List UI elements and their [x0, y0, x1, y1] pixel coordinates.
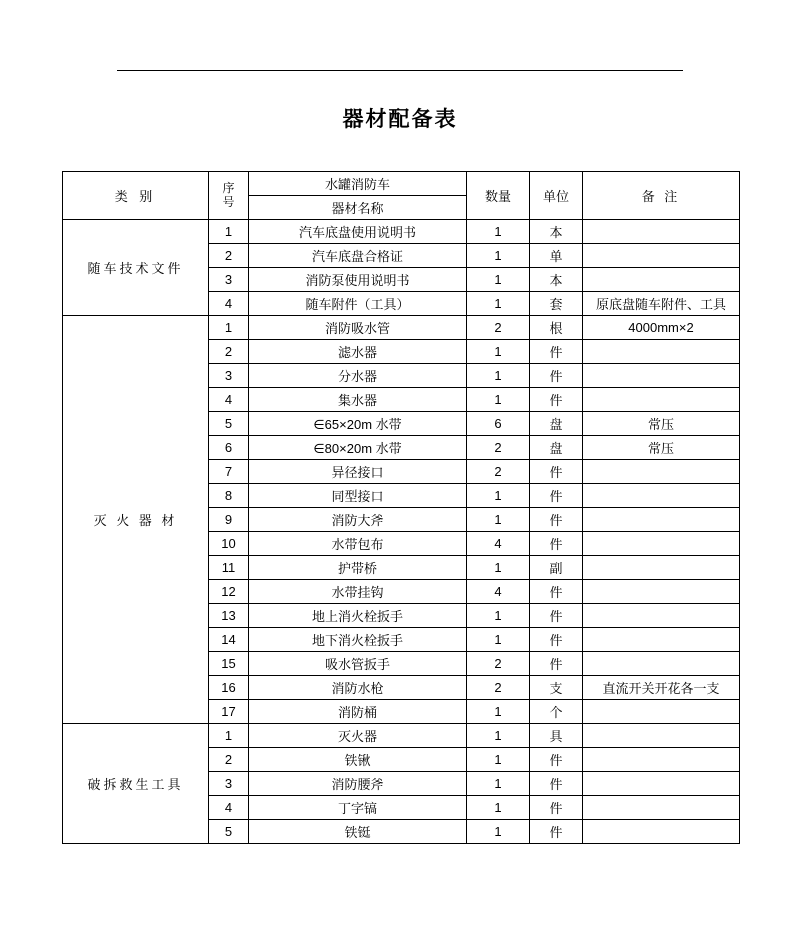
row-serial: 1: [209, 724, 249, 748]
row-item-name: 水带挂钩: [249, 580, 467, 604]
row-unit: 件: [530, 820, 583, 844]
row-item-name: 消防泵使用说明书: [249, 268, 467, 292]
row-unit: 件: [530, 532, 583, 556]
header-item-name: 器材名称: [249, 196, 467, 220]
row-remark: [583, 580, 740, 604]
row-unit: 件: [530, 364, 583, 388]
page-title: 器材配备表: [342, 108, 458, 131]
header-vehicle-type: 水罐消防车: [249, 172, 467, 196]
row-remark: 直流开关开花各一支: [583, 676, 740, 700]
row-item-name: 消防桶: [249, 700, 467, 724]
row-quantity: 1: [467, 292, 530, 316]
row-serial: 15: [209, 652, 249, 676]
row-item-name: 汽车底盘合格证: [249, 244, 467, 268]
row-unit: 个: [530, 700, 583, 724]
row-quantity: 1: [467, 484, 530, 508]
row-serial: 2: [209, 748, 249, 772]
category-cell: 随车技术文件: [63, 220, 209, 316]
row-item-name: 灭火器: [249, 724, 467, 748]
row-unit: 件: [530, 604, 583, 628]
row-quantity: 4: [467, 580, 530, 604]
row-unit: 件: [530, 508, 583, 532]
row-quantity: 1: [467, 700, 530, 724]
row-unit: 件: [530, 460, 583, 484]
row-quantity: 1: [467, 220, 530, 244]
row-item-name: 丁字镐: [249, 796, 467, 820]
row-remark: [583, 340, 740, 364]
row-item-name: 水带包布: [249, 532, 467, 556]
row-unit: 件: [530, 580, 583, 604]
row-serial: 5: [209, 820, 249, 844]
category-cell: 灭 火 器 材: [63, 316, 209, 724]
row-unit: 支: [530, 676, 583, 700]
header-quantity: 数量: [467, 172, 530, 220]
row-quantity: 1: [467, 268, 530, 292]
row-serial: 3: [209, 268, 249, 292]
row-item-name: 地下消火栓扳手: [249, 628, 467, 652]
row-quantity: 1: [467, 556, 530, 580]
row-quantity: 1: [467, 772, 530, 796]
row-quantity: 2: [467, 460, 530, 484]
row-serial: 9: [209, 508, 249, 532]
row-serial: 8: [209, 484, 249, 508]
row-quantity: 2: [467, 436, 530, 460]
row-unit: 件: [530, 772, 583, 796]
row-quantity: 2: [467, 652, 530, 676]
row-quantity: 2: [467, 316, 530, 340]
row-remark: [583, 460, 740, 484]
row-item-name: 吸水管扳手: [249, 652, 467, 676]
row-serial: 4: [209, 292, 249, 316]
row-serial: 13: [209, 604, 249, 628]
equipment-table: [62, 171, 740, 844]
row-remark: [583, 652, 740, 676]
row-serial: 3: [209, 364, 249, 388]
row-item-name: 护带桥: [249, 556, 467, 580]
header-category: 类 别: [63, 172, 209, 220]
header-unit: 单位: [530, 172, 583, 220]
row-serial: 2: [209, 340, 249, 364]
row-serial: 4: [209, 796, 249, 820]
row-item-name: 随车附件（工具）: [249, 292, 467, 316]
row-remark: 常压: [583, 436, 740, 460]
row-unit: 盘: [530, 436, 583, 460]
row-remark: [583, 220, 740, 244]
row-remark: [583, 508, 740, 532]
row-serial: 1: [209, 220, 249, 244]
row-quantity: 1: [467, 796, 530, 820]
row-quantity: 1: [467, 364, 530, 388]
row-serial: 4: [209, 388, 249, 412]
row-unit: 件: [530, 388, 583, 412]
row-quantity: 1: [467, 340, 530, 364]
row-serial: 2: [209, 244, 249, 268]
row-remark: [583, 724, 740, 748]
header-serial-line1: 序: [222, 181, 235, 196]
row-remark: [583, 532, 740, 556]
row-item-name: 地上消火栓扳手: [249, 604, 467, 628]
category-cell: 破拆救生工具: [63, 724, 209, 844]
row-item-name: 消防吸水管: [249, 316, 467, 340]
row-item-name: ∈80×20m 水带: [249, 436, 467, 460]
row-serial: 17: [209, 700, 249, 724]
row-quantity: 1: [467, 820, 530, 844]
row-quantity: 1: [467, 628, 530, 652]
row-item-name: 汽车底盘使用说明书: [249, 220, 467, 244]
row-serial: 10: [209, 532, 249, 556]
row-serial: 11: [209, 556, 249, 580]
row-item-name: 铁铤: [249, 820, 467, 844]
row-unit: 件: [530, 340, 583, 364]
row-serial: 12: [209, 580, 249, 604]
row-item-name: 滤水器: [249, 340, 467, 364]
row-quantity: 1: [467, 388, 530, 412]
row-unit: 套: [530, 292, 583, 316]
row-unit: 具: [530, 724, 583, 748]
row-item-name: ∈65×20m 水带: [249, 412, 467, 436]
row-unit: 根: [530, 316, 583, 340]
row-unit: 件: [530, 628, 583, 652]
row-item-name: 集水器: [249, 388, 467, 412]
row-serial: 1: [209, 316, 249, 340]
row-remark: [583, 796, 740, 820]
row-remark: 原底盘随车附件、工具: [583, 292, 740, 316]
row-serial: 5: [209, 412, 249, 436]
header-rule: [117, 70, 683, 71]
row-unit: 本: [530, 220, 583, 244]
row-remark: [583, 388, 740, 412]
row-serial: 14: [209, 628, 249, 652]
row-quantity: 1: [467, 748, 530, 772]
row-item-name: 消防大斧: [249, 508, 467, 532]
row-serial: 16: [209, 676, 249, 700]
row-remark: [583, 820, 740, 844]
row-remark: 常压: [583, 412, 740, 436]
row-unit: 件: [530, 652, 583, 676]
row-item-name: 铁锹: [249, 748, 467, 772]
table-row: [63, 724, 740, 748]
row-remark: [583, 244, 740, 268]
row-item-name: 分水器: [249, 364, 467, 388]
row-unit: 件: [530, 748, 583, 772]
row-remark: [583, 364, 740, 388]
row-remark: [583, 772, 740, 796]
row-remark: [583, 484, 740, 508]
row-remark: [583, 604, 740, 628]
table-row: [63, 220, 740, 244]
row-remark: [583, 748, 740, 772]
header-remark: 备 注: [583, 172, 740, 220]
row-quantity: 6: [467, 412, 530, 436]
row-quantity: 1: [467, 244, 530, 268]
table-header-row-1: [63, 172, 740, 196]
row-serial: 7: [209, 460, 249, 484]
row-unit: 单: [530, 244, 583, 268]
row-quantity: 2: [467, 676, 530, 700]
row-quantity: 1: [467, 508, 530, 532]
row-item-name: 同型接口: [249, 484, 467, 508]
table-row: [63, 316, 740, 340]
row-unit: 副: [530, 556, 583, 580]
row-item-name: 消防腰斧: [249, 772, 467, 796]
header-serial: [209, 172, 249, 220]
row-quantity: 1: [467, 724, 530, 748]
equipment-table-container: [62, 171, 739, 844]
row-unit: 盘: [530, 412, 583, 436]
header-serial-line2: 号: [222, 194, 235, 209]
row-remark: [583, 628, 740, 652]
row-unit: 件: [530, 796, 583, 820]
row-serial: 3: [209, 772, 249, 796]
row-remark: [583, 268, 740, 292]
row-quantity: 4: [467, 532, 530, 556]
row-item-name: 消防水枪: [249, 676, 467, 700]
row-unit: 本: [530, 268, 583, 292]
row-quantity: 1: [467, 604, 530, 628]
row-remark: 4000mm×2: [583, 316, 740, 340]
row-unit: 件: [530, 484, 583, 508]
row-remark: [583, 700, 740, 724]
row-remark: [583, 556, 740, 580]
row-item-name: 异径接口: [249, 460, 467, 484]
row-serial: 6: [209, 436, 249, 460]
